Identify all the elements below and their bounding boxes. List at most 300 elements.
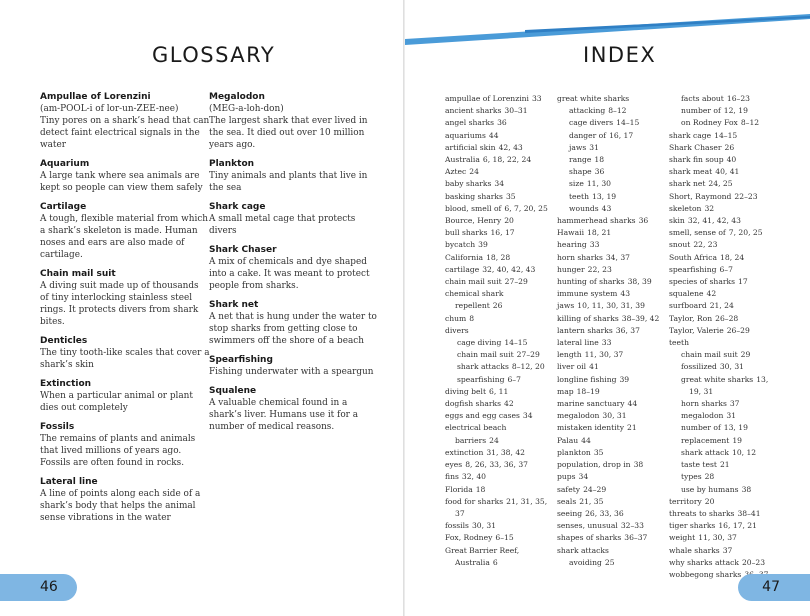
index-subentry: [669, 117, 779, 129]
index-pages: 35: [505, 191, 516, 201]
index-subentry: [557, 203, 661, 215]
index-entry: [557, 532, 661, 544]
glossary-definition: A diving suit made up of thousands of tiny interlocking stainless steel rings. It protects divers from shark bites.: [40, 281, 199, 327]
index-column-3: [669, 93, 779, 581]
index-pages: 39: [619, 374, 630, 384]
page-number-right: 47: [762, 579, 780, 595]
glossary-title: GLOSSARY: [152, 43, 276, 67]
index-entry: [445, 398, 549, 410]
index-pages: 24: [489, 435, 499, 445]
index-entry: [669, 508, 779, 520]
glossary-entry: [40, 91, 210, 151]
index-term: pups: [557, 472, 576, 482]
index-pages: 37: [729, 399, 740, 409]
index-term: Bource, Henry: [445, 216, 502, 226]
index-term: snout: [669, 240, 691, 250]
index-term: number of: [681, 423, 721, 433]
index-entry: [445, 203, 549, 215]
index-term: squalene: [669, 289, 704, 299]
index-entry: [557, 545, 661, 557]
index-term: Australia: [445, 155, 480, 165]
index-pages: 31: [589, 142, 599, 152]
index-term: smell, sense of: [669, 228, 726, 238]
index-term: divers: [445, 325, 469, 335]
index-term: population, drop in: [557, 460, 631, 470]
index-subentry: [557, 142, 661, 154]
index-entry: [445, 239, 549, 251]
index-term: Palau: [557, 435, 579, 445]
index-term: killing of sharks: [557, 313, 619, 323]
index-entry: [669, 496, 779, 508]
index-pages: 17: [737, 277, 748, 287]
index-pages: 28: [704, 472, 715, 482]
index-pages: 36: [638, 216, 649, 226]
index-term: Taylor, Valerie: [669, 325, 724, 335]
index-term: cage divers: [569, 118, 614, 128]
index-pages: 16, 17: [490, 228, 515, 238]
index-entry: [669, 178, 779, 190]
index-pages: 27–29: [504, 277, 528, 287]
index-entry: [445, 410, 549, 422]
index-entry: [557, 239, 661, 251]
index-term: territory: [669, 496, 702, 506]
index-term: whale sharks: [669, 545, 720, 555]
index-pages: 29: [740, 350, 751, 360]
index-pages: 18, 28: [486, 252, 511, 262]
index-pages: 33: [531, 94, 542, 103]
index-term: Shark Chaser: [669, 142, 722, 152]
index-term: liver oil: [557, 362, 587, 372]
index-pages: 22, 23: [693, 240, 718, 250]
index-pages: 22–23: [734, 191, 758, 201]
index-pages: 32, 40, 42, 43: [482, 264, 536, 274]
index-subentry: [669, 459, 779, 471]
index-pages: 8–12: [608, 106, 627, 116]
index-pages: 24–29: [583, 484, 607, 494]
index-pages: 18–19: [576, 386, 600, 396]
glossary-entry: [40, 476, 210, 524]
index-term: on Rodney Fox: [681, 118, 738, 128]
index-pages: 8–12, 20: [511, 362, 545, 372]
index-pages: 26–28: [715, 313, 739, 323]
index-term: seals: [557, 496, 577, 506]
glossary-entry: [40, 378, 210, 414]
index-entry: [669, 130, 779, 142]
index-pages: 35: [593, 447, 604, 457]
index-subentry: [445, 361, 549, 373]
index-page: [405, 0, 810, 616]
index-entry: [669, 203, 779, 215]
index-term: safety: [557, 484, 581, 494]
index-entry: [557, 435, 661, 447]
index-term: megalodon: [681, 411, 724, 421]
index-entry: [669, 239, 779, 251]
index-subentry: [445, 349, 549, 361]
index-entry: [669, 300, 779, 312]
index-term: senses, unusual: [557, 521, 618, 531]
index-term: shark meat: [669, 167, 713, 177]
index-pages: 20: [504, 216, 514, 226]
index-term: Fox, Rodney: [445, 533, 493, 543]
index-entry: [669, 288, 779, 300]
index-entry: [669, 264, 779, 276]
index-entry: [445, 166, 549, 178]
glossary-definition: A large tank where sea animals are kept so people can view them safely: [40, 171, 203, 193]
index-entry: [557, 300, 661, 312]
index-subentry: [445, 337, 549, 349]
index-term: immune system: [557, 289, 618, 299]
index-pages: 20–23: [741, 557, 766, 567]
index-term: Taylor, Ron: [669, 313, 713, 323]
index-term: chain mail suit: [457, 350, 514, 360]
index-term: wounds: [569, 203, 599, 213]
index-pages: 11, 30: [586, 179, 611, 189]
index-pages: 8: [469, 313, 475, 323]
index-pages: 14–15: [616, 118, 640, 128]
index-term: range: [569, 155, 592, 165]
index-entry: [669, 520, 779, 532]
index-term: California: [445, 252, 484, 262]
glossary-term: Squalene: [209, 386, 257, 396]
index-pages: 6, 18, 22, 24: [482, 155, 532, 165]
index-pages: 36–37: [624, 533, 648, 543]
index-entry: [445, 496, 549, 520]
index-pages: 14–15: [504, 338, 528, 348]
index-entry: [445, 313, 549, 325]
index-term: horn sharks: [557, 252, 603, 262]
index-pages: 43: [620, 289, 631, 299]
index-term: fossilized: [681, 362, 717, 372]
glossary-entry: [209, 299, 379, 347]
index-entry: [557, 459, 661, 471]
index-term: hunting of sharks: [557, 277, 625, 287]
glossary-term: Shark cage: [209, 202, 266, 212]
index-entry: [445, 117, 549, 129]
index-pages: 37: [722, 545, 733, 555]
index-term: length: [557, 350, 582, 360]
glossary-definition: A mix of chemicals and dye shaped into a cake. It was meant to protect people from sharks.: [209, 257, 370, 291]
index-pages: 25: [604, 557, 615, 567]
index-term: why sharks attack: [669, 557, 739, 567]
index-term: chemical shark repellent: [445, 289, 504, 311]
index-term: diving belt: [445, 386, 487, 396]
index-pages: 6–15: [495, 533, 514, 543]
index-term: attacking: [569, 106, 606, 116]
index-entry: [557, 227, 661, 239]
index-term: taste test: [681, 460, 717, 470]
index-pages: 18: [594, 155, 605, 165]
index-term: shark attacks: [557, 545, 609, 555]
index-entry: [557, 93, 661, 105]
index-pages: 20: [704, 496, 715, 506]
index-term: replacement: [681, 435, 730, 445]
index-subentry: [669, 447, 779, 459]
glossary-term: Lateral line: [40, 477, 98, 487]
index-entry: [557, 520, 661, 532]
index-term: cage diving: [457, 338, 502, 348]
index-term: weight: [669, 533, 696, 543]
index-pages: 36, 37: [615, 325, 640, 335]
index-pages: 6–7: [719, 264, 733, 274]
index-pages: 10, 12: [731, 447, 757, 457]
index-column-1: [445, 93, 549, 569]
glossary-term: Aquarium: [40, 159, 90, 169]
index-term: dogfish sharks: [445, 399, 502, 409]
index-pages: 34: [522, 411, 533, 421]
index-entry: [669, 227, 779, 239]
index-pages: 31, 38, 42: [486, 447, 525, 457]
index-term: skin: [669, 216, 685, 226]
index-entry: [445, 130, 549, 142]
index-term: Hawaii: [557, 228, 585, 238]
index-pages: 38: [741, 484, 752, 494]
index-term: great white sharks: [681, 374, 754, 384]
index-term: horn sharks: [681, 399, 727, 409]
glossary-entry: [40, 201, 210, 261]
index-term: spearfishing: [457, 374, 505, 384]
glossary-entry: [40, 335, 210, 371]
index-term: aquariums: [445, 130, 486, 140]
index-pages: 30, 31: [719, 362, 744, 372]
index-pages: 32–33: [620, 521, 644, 531]
index-entry: [445, 227, 549, 239]
index-subentry: [557, 191, 661, 203]
index-entry: [445, 178, 549, 190]
index-entry: [445, 276, 549, 288]
index-subentry: [557, 130, 661, 142]
index-pages: 21, 35: [579, 496, 604, 506]
glossary-term: Shark Chaser: [209, 245, 277, 255]
index-pages: 38–41: [737, 508, 761, 518]
index-pages: 33: [589, 240, 600, 250]
index-pages: 21: [719, 460, 730, 470]
index-pages: 11, 30, 37: [584, 350, 624, 360]
index-pages: 44: [488, 130, 499, 140]
index-pages: 32, 40: [461, 472, 487, 482]
index-pages: 26: [724, 142, 735, 152]
index-entry: [557, 398, 661, 410]
index-entry: [445, 484, 549, 496]
index-term: avoiding: [569, 557, 602, 567]
index-entry: [557, 471, 661, 483]
index-term: shark cage: [669, 130, 712, 140]
glossary-entry: [40, 421, 210, 469]
index-subentry: [557, 166, 661, 178]
index-term: marine sanctuary: [557, 399, 625, 409]
index-pages: 40: [726, 155, 737, 165]
index-term: bull sharks: [445, 228, 488, 238]
index-entry: [669, 276, 779, 288]
index-subentry: [557, 557, 661, 569]
index-term: danger of: [569, 130, 607, 140]
index-pages: 32: [704, 203, 715, 213]
index-term: blood, smell of: [445, 203, 502, 213]
index-term: jaws: [557, 301, 575, 311]
index-term: teeth: [569, 191, 589, 201]
index-pages: 43: [601, 203, 612, 213]
glossary-entry: [209, 354, 379, 378]
index-pages: 34: [494, 179, 505, 189]
index-term: species of sharks: [669, 277, 735, 287]
index-entry: [669, 313, 779, 325]
index-pages: 6, 11: [489, 386, 509, 396]
index-pages: 31: [726, 411, 737, 421]
index-entry: [557, 215, 661, 227]
index-term: Florida: [445, 484, 473, 494]
index-entry: [669, 532, 779, 544]
index-subentry: [669, 349, 779, 361]
index-entry: [557, 496, 661, 508]
index-term: basking sharks: [445, 191, 503, 201]
index-term: hunger: [557, 264, 585, 274]
index-pages: 16, 17, 21: [718, 521, 757, 531]
index-subentry: [669, 374, 779, 398]
index-entry: [557, 386, 661, 398]
glossary-term: Fossils: [40, 422, 75, 432]
glossary-column-1: [40, 91, 210, 531]
index-entry: [669, 337, 779, 349]
index-term: fossils: [445, 521, 469, 531]
index-subentry: [669, 410, 779, 422]
index-entry: [557, 313, 661, 325]
index-pages: 32, 41, 42, 43: [687, 216, 741, 226]
index-pages: 40, 41: [715, 167, 740, 177]
index-term: chum: [445, 313, 467, 323]
glossary-definition: A tough, flexible material from which a shark’s skeleton is made. Human noses and ears are also made of cartilage.: [40, 214, 209, 260]
index-subentry: [669, 422, 779, 434]
glossary-entry: [209, 91, 379, 151]
index-term: mistaken identity: [557, 423, 625, 433]
index-entry: [557, 349, 661, 361]
glossary-entry: [209, 385, 379, 433]
glossary-definition: The largest shark that ever lived in the sea. It died out over 10 million years ago.: [209, 116, 368, 150]
index-pages: 19: [732, 435, 742, 445]
index-term: types: [681, 472, 702, 482]
index-entry: [445, 252, 549, 264]
index-pages: 6, 7, 20, 25: [504, 203, 548, 213]
index-term: food for sharks: [445, 496, 504, 506]
index-pages: 42, 43: [498, 142, 523, 152]
index-entry: [557, 288, 661, 300]
glossary-entry: [40, 158, 210, 194]
index-pages: 30–31: [504, 106, 528, 116]
index-term: hammerhead sharks: [557, 216, 636, 226]
index-entry: [445, 520, 549, 532]
glossary-term: Chain mail suit: [40, 269, 116, 279]
index-pages: 10, 11, 30, 31, 39: [577, 301, 645, 311]
glossary-pronunciation: (MEG-a-loh-don): [209, 104, 284, 114]
index-entry: [557, 264, 661, 276]
index-entry: [669, 325, 779, 337]
index-subentry: [669, 471, 779, 483]
index-pages: 11, 30, 37: [698, 533, 737, 543]
index-term: shape: [569, 167, 592, 177]
index-term: seeing: [557, 508, 583, 518]
index-term: shark fin soup: [669, 155, 724, 165]
glossary-definition: A line of points along each side of a shark’s body that helps the animal sense vibrations in the water: [40, 489, 201, 523]
index-pages: 30, 31: [471, 521, 497, 531]
index-entry: [557, 361, 661, 373]
glossary-pronunciation: (am-POOL-i of lor-un-ZEE-nee): [40, 104, 179, 114]
index-term: Aztec: [445, 167, 467, 177]
index-entry: [669, 191, 779, 203]
index-term: longline fishing: [557, 374, 617, 384]
index-term: size: [569, 179, 584, 189]
index-entry: [445, 545, 549, 569]
index-term: wobbegong sharks: [669, 569, 742, 579]
glossary-term: Cartilage: [40, 202, 87, 212]
index-term: plankton: [557, 447, 591, 457]
index-pages: 33: [601, 338, 612, 348]
index-pages: 8–12: [740, 118, 760, 128]
index-pages: 13, 19, 31: [689, 374, 769, 396]
index-title: INDEX: [583, 43, 657, 67]
index-subentry: [557, 117, 661, 129]
index-term: shark attack: [681, 447, 729, 457]
index-pages: 26, 33, 36: [585, 508, 624, 518]
index-term: baby sharks: [445, 179, 492, 189]
glossary-entry: [209, 158, 379, 194]
index-entry: [557, 374, 661, 386]
index-pages: 44: [581, 435, 591, 445]
index-term: Great Barrier Reef, Australia: [445, 545, 520, 567]
index-pages: 6: [492, 557, 498, 567]
index-entry: [669, 557, 779, 569]
glossary-entry: [209, 201, 379, 237]
index-subentry: [557, 154, 661, 166]
glossary-term: Plankton: [209, 159, 255, 169]
index-pages: 22, 23: [587, 264, 612, 274]
index-entry: [445, 386, 549, 398]
glossary-column-2: [209, 91, 379, 440]
index-pages: 24: [469, 167, 479, 177]
index-entry: [557, 337, 661, 349]
index-term: bycatch: [445, 240, 476, 250]
index-term: jaws: [569, 142, 587, 152]
glossary-term: Extinction: [40, 379, 92, 389]
glossary-definition: A net that is hung under the water to stop sharks from getting close to swimmers off the shore of a beach: [209, 312, 377, 346]
index-entry: [557, 252, 661, 264]
index-entry: [557, 447, 661, 459]
index-pages: 24, 25: [708, 179, 733, 189]
glossary-entry: [40, 268, 210, 328]
index-pages: 16–23: [726, 94, 750, 103]
index-entry: [445, 325, 549, 337]
index-term: megalodon: [557, 411, 600, 421]
glossary-definition: A small metal cage that protects divers: [209, 214, 356, 236]
index-entry: [445, 93, 549, 105]
glossary-page: [0, 0, 404, 616]
index-term: eyes: [445, 460, 463, 470]
index-pages: 30, 31: [602, 411, 627, 421]
index-pages: 26: [492, 301, 503, 311]
index-pages: 14–15: [714, 130, 738, 140]
glossary-entry: [209, 244, 379, 292]
index-term: teeth: [669, 338, 689, 348]
index-entry: [445, 532, 549, 544]
index-subentry: [669, 93, 779, 105]
index-pages: 39: [478, 240, 488, 250]
index-pages: 34, 37: [605, 252, 630, 262]
index-term: shark attacks: [457, 362, 509, 372]
index-entry: [445, 471, 549, 483]
index-subentry: [669, 361, 779, 373]
index-term: number of: [681, 106, 721, 116]
index-term: use by humans: [681, 484, 739, 494]
index-entry: [445, 105, 549, 117]
index-entry: [445, 447, 549, 459]
index-term: extinction: [445, 447, 484, 457]
